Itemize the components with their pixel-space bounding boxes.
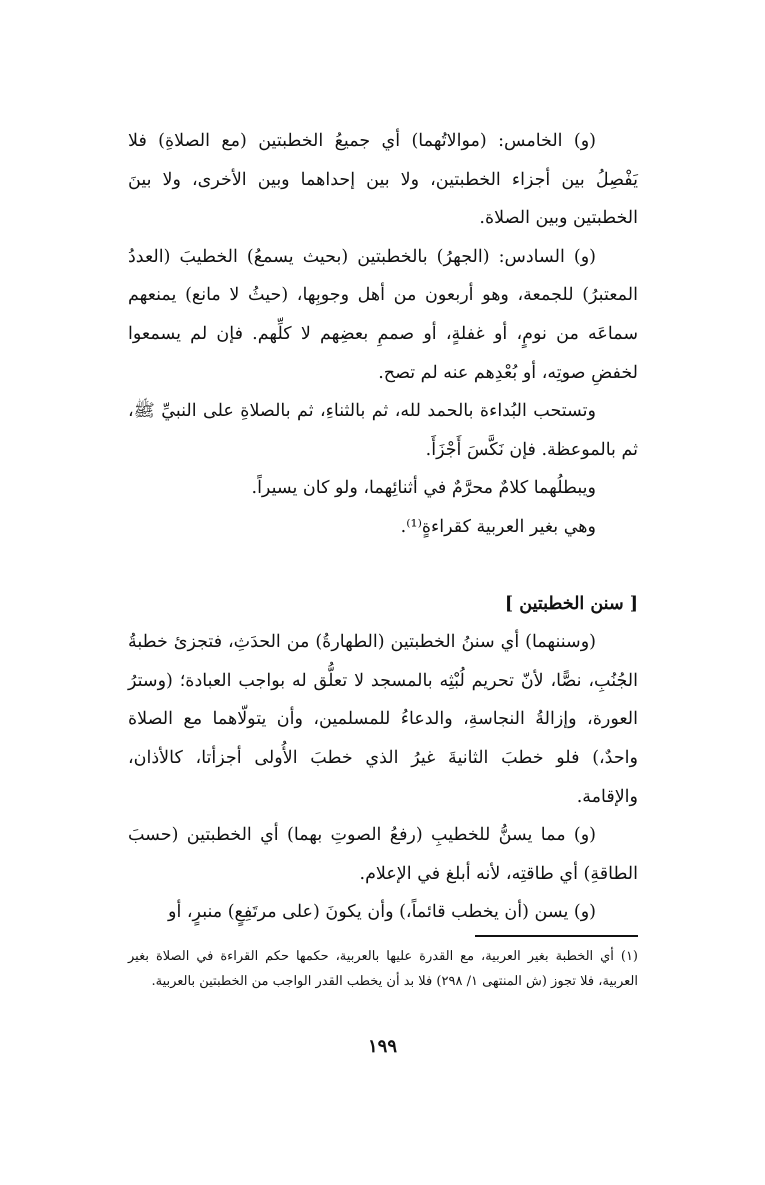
paragraph-sunan: (وسننهما) أي سننُ الخطبتين (الطهارةُ) من الحدَثِ، فتجزئ خطبةُ الجُنُبِ، نصًّا، لأنّ تحريم لُبْثِه بالمسجد لا تعلُّق له بواجب العبادة؛ (وسترُ العورة، وإزالةُ النجاسةِ، والدعاءُ للمسلمين، وأن يتولّاهما مع الصلاة واحدٌ،) فلو خطبَ الثانيةَ غيرُ الذي خطبَ الأُولى أجزأتا، كالأذان، والإقامة. bbox=[128, 632, 638, 807]
section-heading: [ سنن الخطبتين ] bbox=[504, 593, 638, 614]
paragraph-order: وتستحب البُداءة بالحمد لله، ثم بالثناءِ، ثم بالصلاةِ على النبيِّ ﷺ، ثم بالموعظة. فإن نَكَّسَ أَجْزَأَ. bbox=[128, 401, 638, 460]
paragraph-raise-voice: (و) مما يسنُّ للخطيبِ (رفعُ الصوتِ بهما) أي الخطبتين (حسبَ الطاقةِ) أي طاقتِه، لأنه أبلغ في الإعلام. bbox=[128, 825, 638, 884]
footnote-divider bbox=[475, 935, 638, 937]
footnote-text: (١) أي الخطبة بغير العربية، مع القدرة عليها بالعربية، حكمها حكم القراءة في الصلاة بغير العربية، فلا تجوز (ش المنتهى ١/ ٢٩٨) فلا بد أن يخطب القدر الواجب من الخطبتين بالعربية. bbox=[128, 949, 638, 989]
paragraph-sixth-condition: (و) السادس: (الجهرُ) بالخطبتين (بحيث يسمعُ) الخطيبَ (العددُ المعتبرُ) للجمعة، وهو أربعون من أهل وجوبِها، (حيثُ لا مانع) يمنعهم سماعَه من نومٍ، أو غفلةٍ، أو صممِ بعضِهم لا كلِّهم. فإن لم يسمعوا لخفضِ صوتِه، أو بُعْدِهم عنه لم تصح. bbox=[128, 246, 638, 383]
main-text bbox=[128, 122, 638, 932]
paragraph-standing: (و) يسن (أن يخطب قائماً،) وأن يكونَ (على مرتَفِعٍ) منبرٍ، أو bbox=[168, 902, 596, 923]
page-number: ١٩٩ bbox=[367, 1036, 397, 1057]
paragraph-language: وهي بغير العربية كقراءةٍ⁽¹⁾. bbox=[400, 516, 596, 537]
paragraph-invalidation: ويبطلُهما كلامٌ محرَّمٌ في أثنائِهما، ولو كان يسيراً. bbox=[251, 478, 596, 499]
section-gap bbox=[128, 547, 638, 585]
footnote bbox=[128, 944, 638, 994]
paragraph-fifth-condition: (و) الخامس: (موالاتُهما) أي جميعُ الخطبتين (مع الصلاةِ) فلا يَفْصِلُ بين أجزاء الخطبتين، ولا بين إحداهما وبين الأخرى، ولا بينَ الخطبتين وبين الصلاة. bbox=[128, 131, 638, 229]
